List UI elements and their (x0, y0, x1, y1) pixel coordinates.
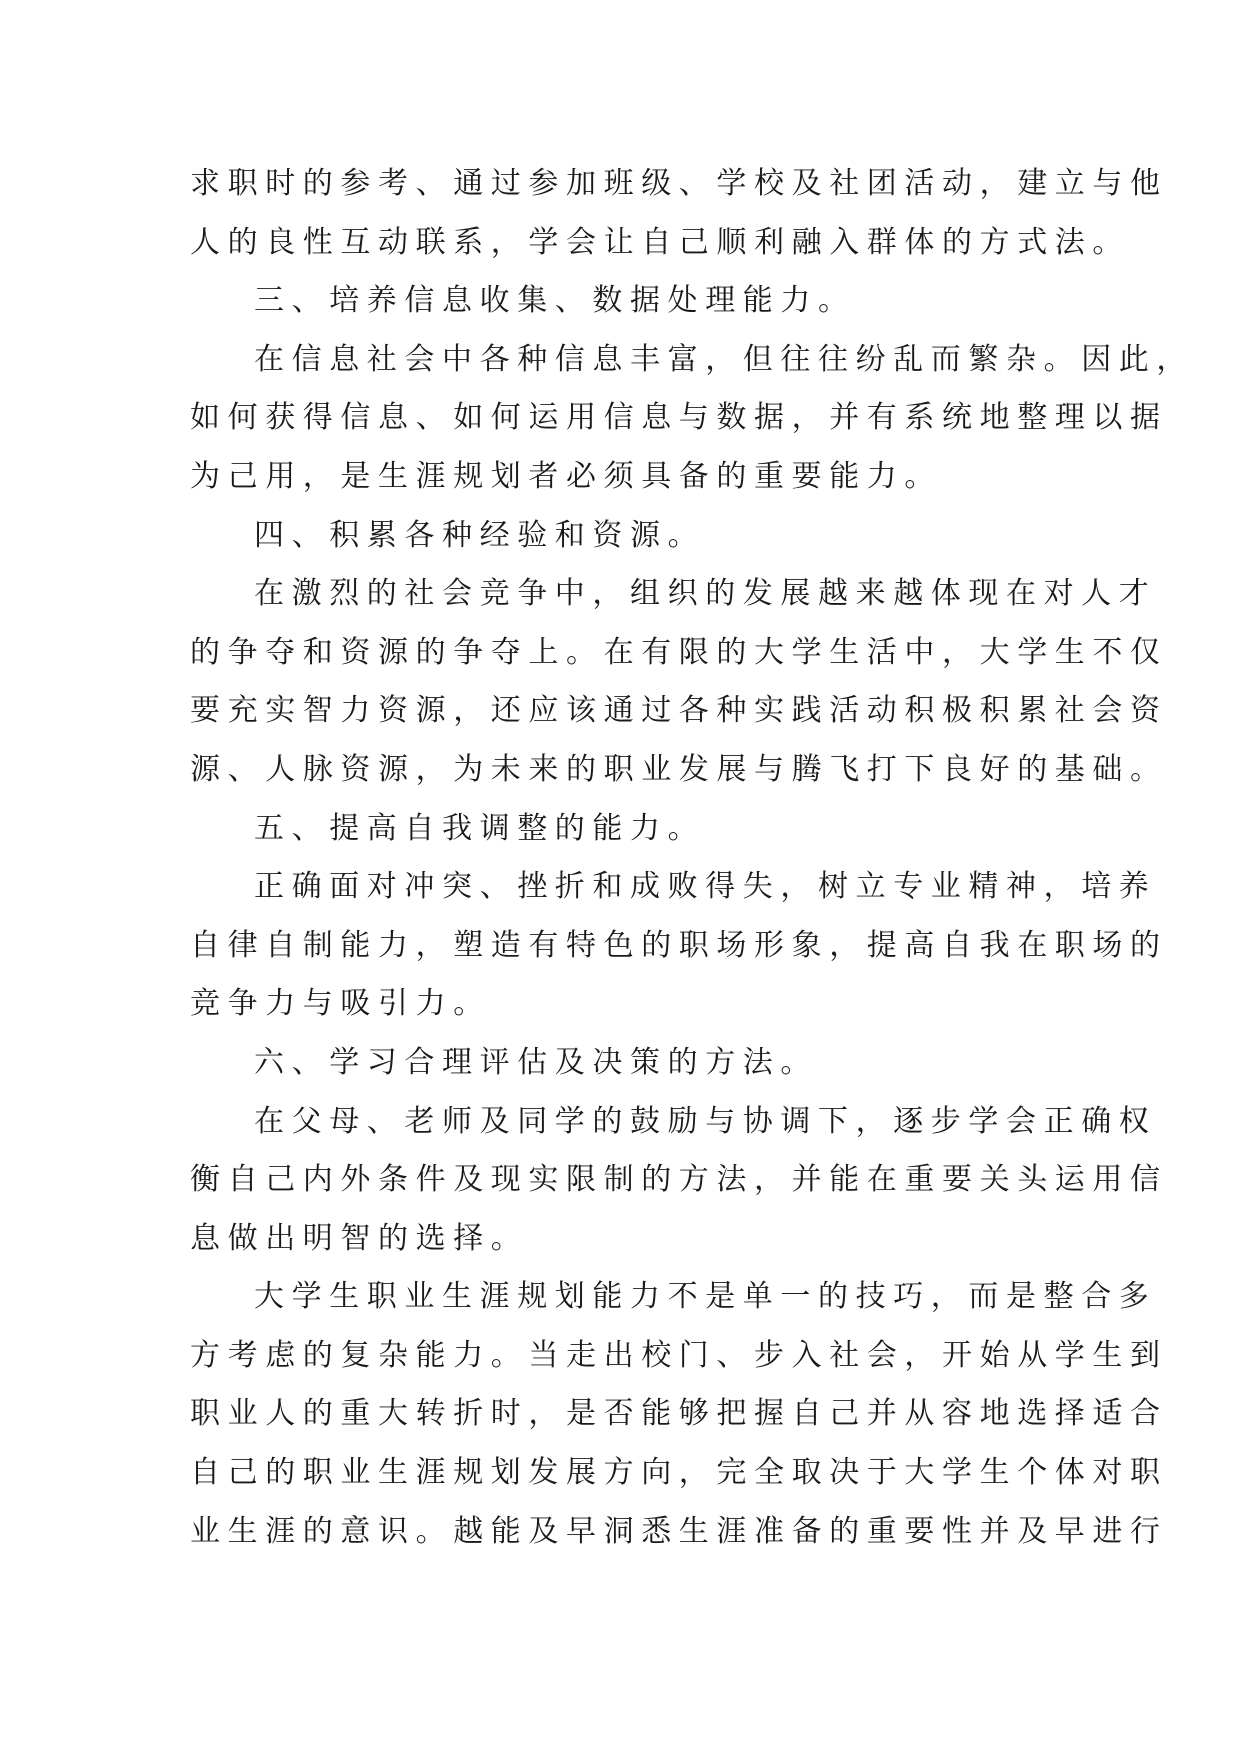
section-heading: 三、培养信息收集、数据处理能力。 (254, 283, 856, 319)
text-line: 衡自己内外条件及现实限制的方法，并能在重要关头运用信 (190, 1162, 1168, 1198)
section-heading: 四、积累各种经验和资源。 (254, 517, 706, 553)
text-line: 在信息社会中各种信息丰富，但往往纷乱而繁杂。因此， (254, 341, 1194, 377)
text-line: 大学生职业生涯规划能力不是单一的技巧，而是整合多 (254, 1279, 1157, 1315)
text-line: 在激烈的社会竞争中，组织的发展越来越体现在对人才 (254, 576, 1157, 612)
document-page (190, 155, 1194, 1561)
text-line: 的争夺和资源的争夺上。在有限的大学生活中，大学生不仅 (190, 634, 1168, 670)
text-line: 如何获得信息、如何运用信息与数据，并有系统地整理以据 (190, 400, 1168, 436)
text-line: 自律自制能力，塑造有特色的职场形象，提高自我在职场的 (190, 927, 1168, 963)
section-heading: 五、提高自我调整的能力。 (254, 810, 706, 846)
text-line: 息做出明智的选择。 (190, 1220, 529, 1256)
text-line: 职业人的重大转折时，是否能够把握自己并从容地选择适合 (190, 1396, 1168, 1432)
text-line: 方考虑的复杂能力。当走出校门、步入社会，开始从学生到 (190, 1337, 1168, 1373)
section-heading: 六、学习合理评估及决策的方法。 (254, 1044, 818, 1080)
text-line: 自己的职业生涯规划发展方向，完全取决于大学生个体对职 (190, 1455, 1168, 1491)
text-line: 要充实智力资源，还应该通过各种实践活动积极积累社会资 (190, 693, 1168, 729)
text-line: 求职时的参考、通过参加班级、学校及社团活动，建立与他 (190, 166, 1168, 201)
text-line: 竞争力与吸引力。 (190, 986, 491, 1022)
text-line: 为己用，是生涯规划者必须具备的重要能力。 (190, 458, 942, 494)
text-line: 正确面对冲突、挫折和成败得失，树立专业精神，培养 (254, 869, 1157, 905)
text-line: 在父母、老师及同学的鼓励与协调下，逐步学会正确权 (254, 1103, 1157, 1139)
text-line: 业生涯的意识。越能及早洞悉生涯准备的重要性并及早进行 (190, 1513, 1168, 1549)
text-line: 人的良性互动联系，学会让自己顺利融入群体的方式法。 (190, 224, 1130, 260)
text-line: 源、人脉资源，为未来的职业发展与腾飞打下良好的基础。 (190, 751, 1168, 787)
